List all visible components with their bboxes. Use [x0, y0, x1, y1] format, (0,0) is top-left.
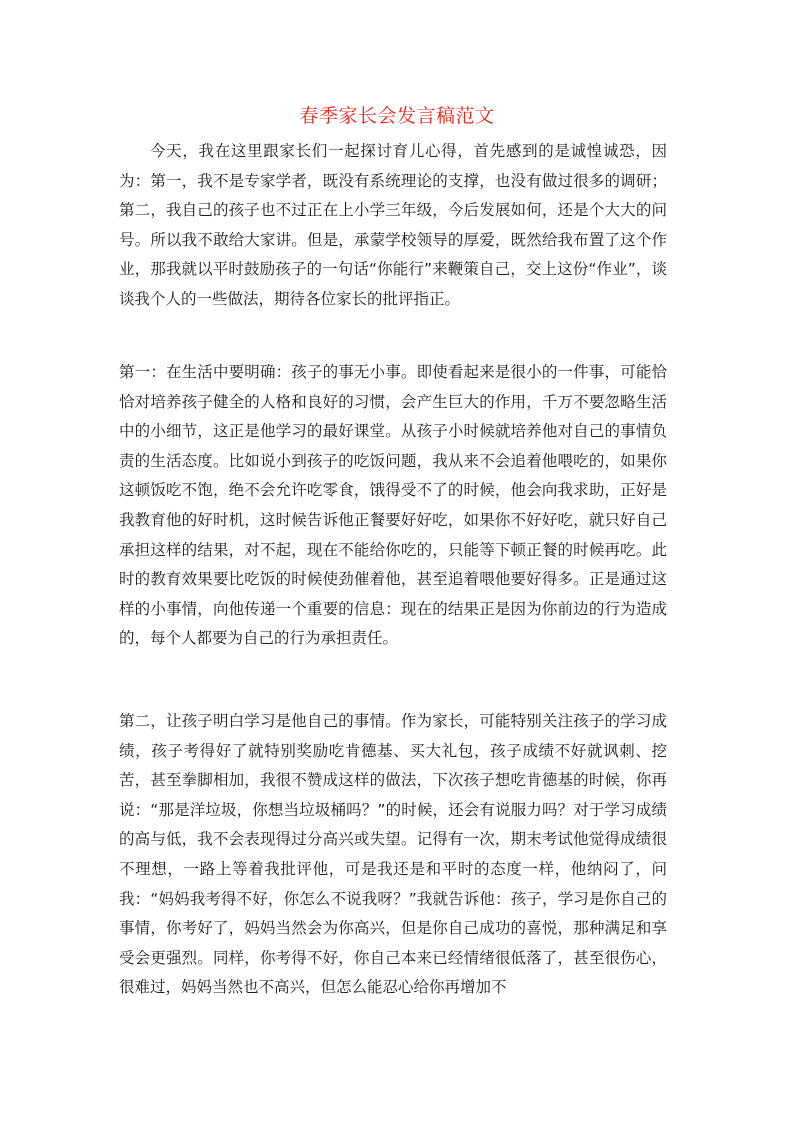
paragraph-intro: 今天，我在这里跟家长们一起探讨育儿心得，首先感到的是诚惶诚恐，因为：第一，我不是专家学者，既没有系统理论的支撑，也没有做过很多的调研；第二，我自己的孩子也不过正在上小学三年级，今后发展如何，还是个大大的问号。所以我不敢给大家讲。但是，承蒙学校领导的厚爱，既然给我布置了这个作业，那我就以平时鼓励孩子的一句话“你能行”来鞭策自己，交上这份“作业”，谈谈我个人的一些做法，期待各位家长的批评指正。 — [119, 142, 667, 308]
document-title: 春季家长会发言稿范文 — [299, 105, 495, 127]
paragraph-point-two: 第二，让孩子明白学习是他自己的事情。作为家长，可能特别关注孩子的学习成绩，孩子考得好了就特别奖励吃肯德基、买大礼包，孩子成绩不好就讽刺、挖苦，甚至拳脚相加，我很不赞成这样的做法，下次孩子想吃肯德基的时候，你再说：“那是洋垃圾，你想当垃圾桶吗？”的时候，还会有说服力吗？对于学习成绩的高与低，我不会表现得过分高兴或失望。记得有一次，期末考试他觉得成绩很不理想，一路上等着我批评他，可是我还是和平时的态度一样，他纳闷了，问我：“妈妈我考得不好，你怎么不说我呀？”我就告诉他：孩子，学习是你自己的事情，你考好了，妈妈当然会为你高兴，但是你自己成功的喜悦，那种满足和享受会更强烈。同样，你考得不好，你自己本来已经情绪很低落了，甚至很伤心，很难过，妈妈当然也不高兴，但怎么能忍心给你再增加不 — [119, 712, 667, 997]
paragraph-point-one: 第一：在生活中要明确：孩子的事无小事。即使看起来是很小的一件事，可能恰恰对培养孩子健全的人格和良好的习惯，会产生巨大的作用，千万不要忽略生活中的小细节，这正是他学习的最好课堂。从孩子小时候就培养他对自己的事情负责的生活态度。比如说小到孩子的吃饭问题，我从来不会追着他喂吃的，如果你这顿饭吃不饱，绝不会允许吃零食，饿得受不了的时候，他会向我求助，正好是我教育他的好时机，这时候告诉他正餐要好好吃，如果你不好好吃，就只好自己承担这样的结果，对不起，现在不能给你吃的，只能等下顿正餐的时候再吃。此时的教育效果要比吃饭的时候使劲催着他，甚至追着喂他要好得多。正是通过这样的小事情，向他传递一个重要的信息：现在的结果正是因为你前边的行为造成的，每个人都要为自己的行为承担责任。 — [119, 363, 667, 648]
